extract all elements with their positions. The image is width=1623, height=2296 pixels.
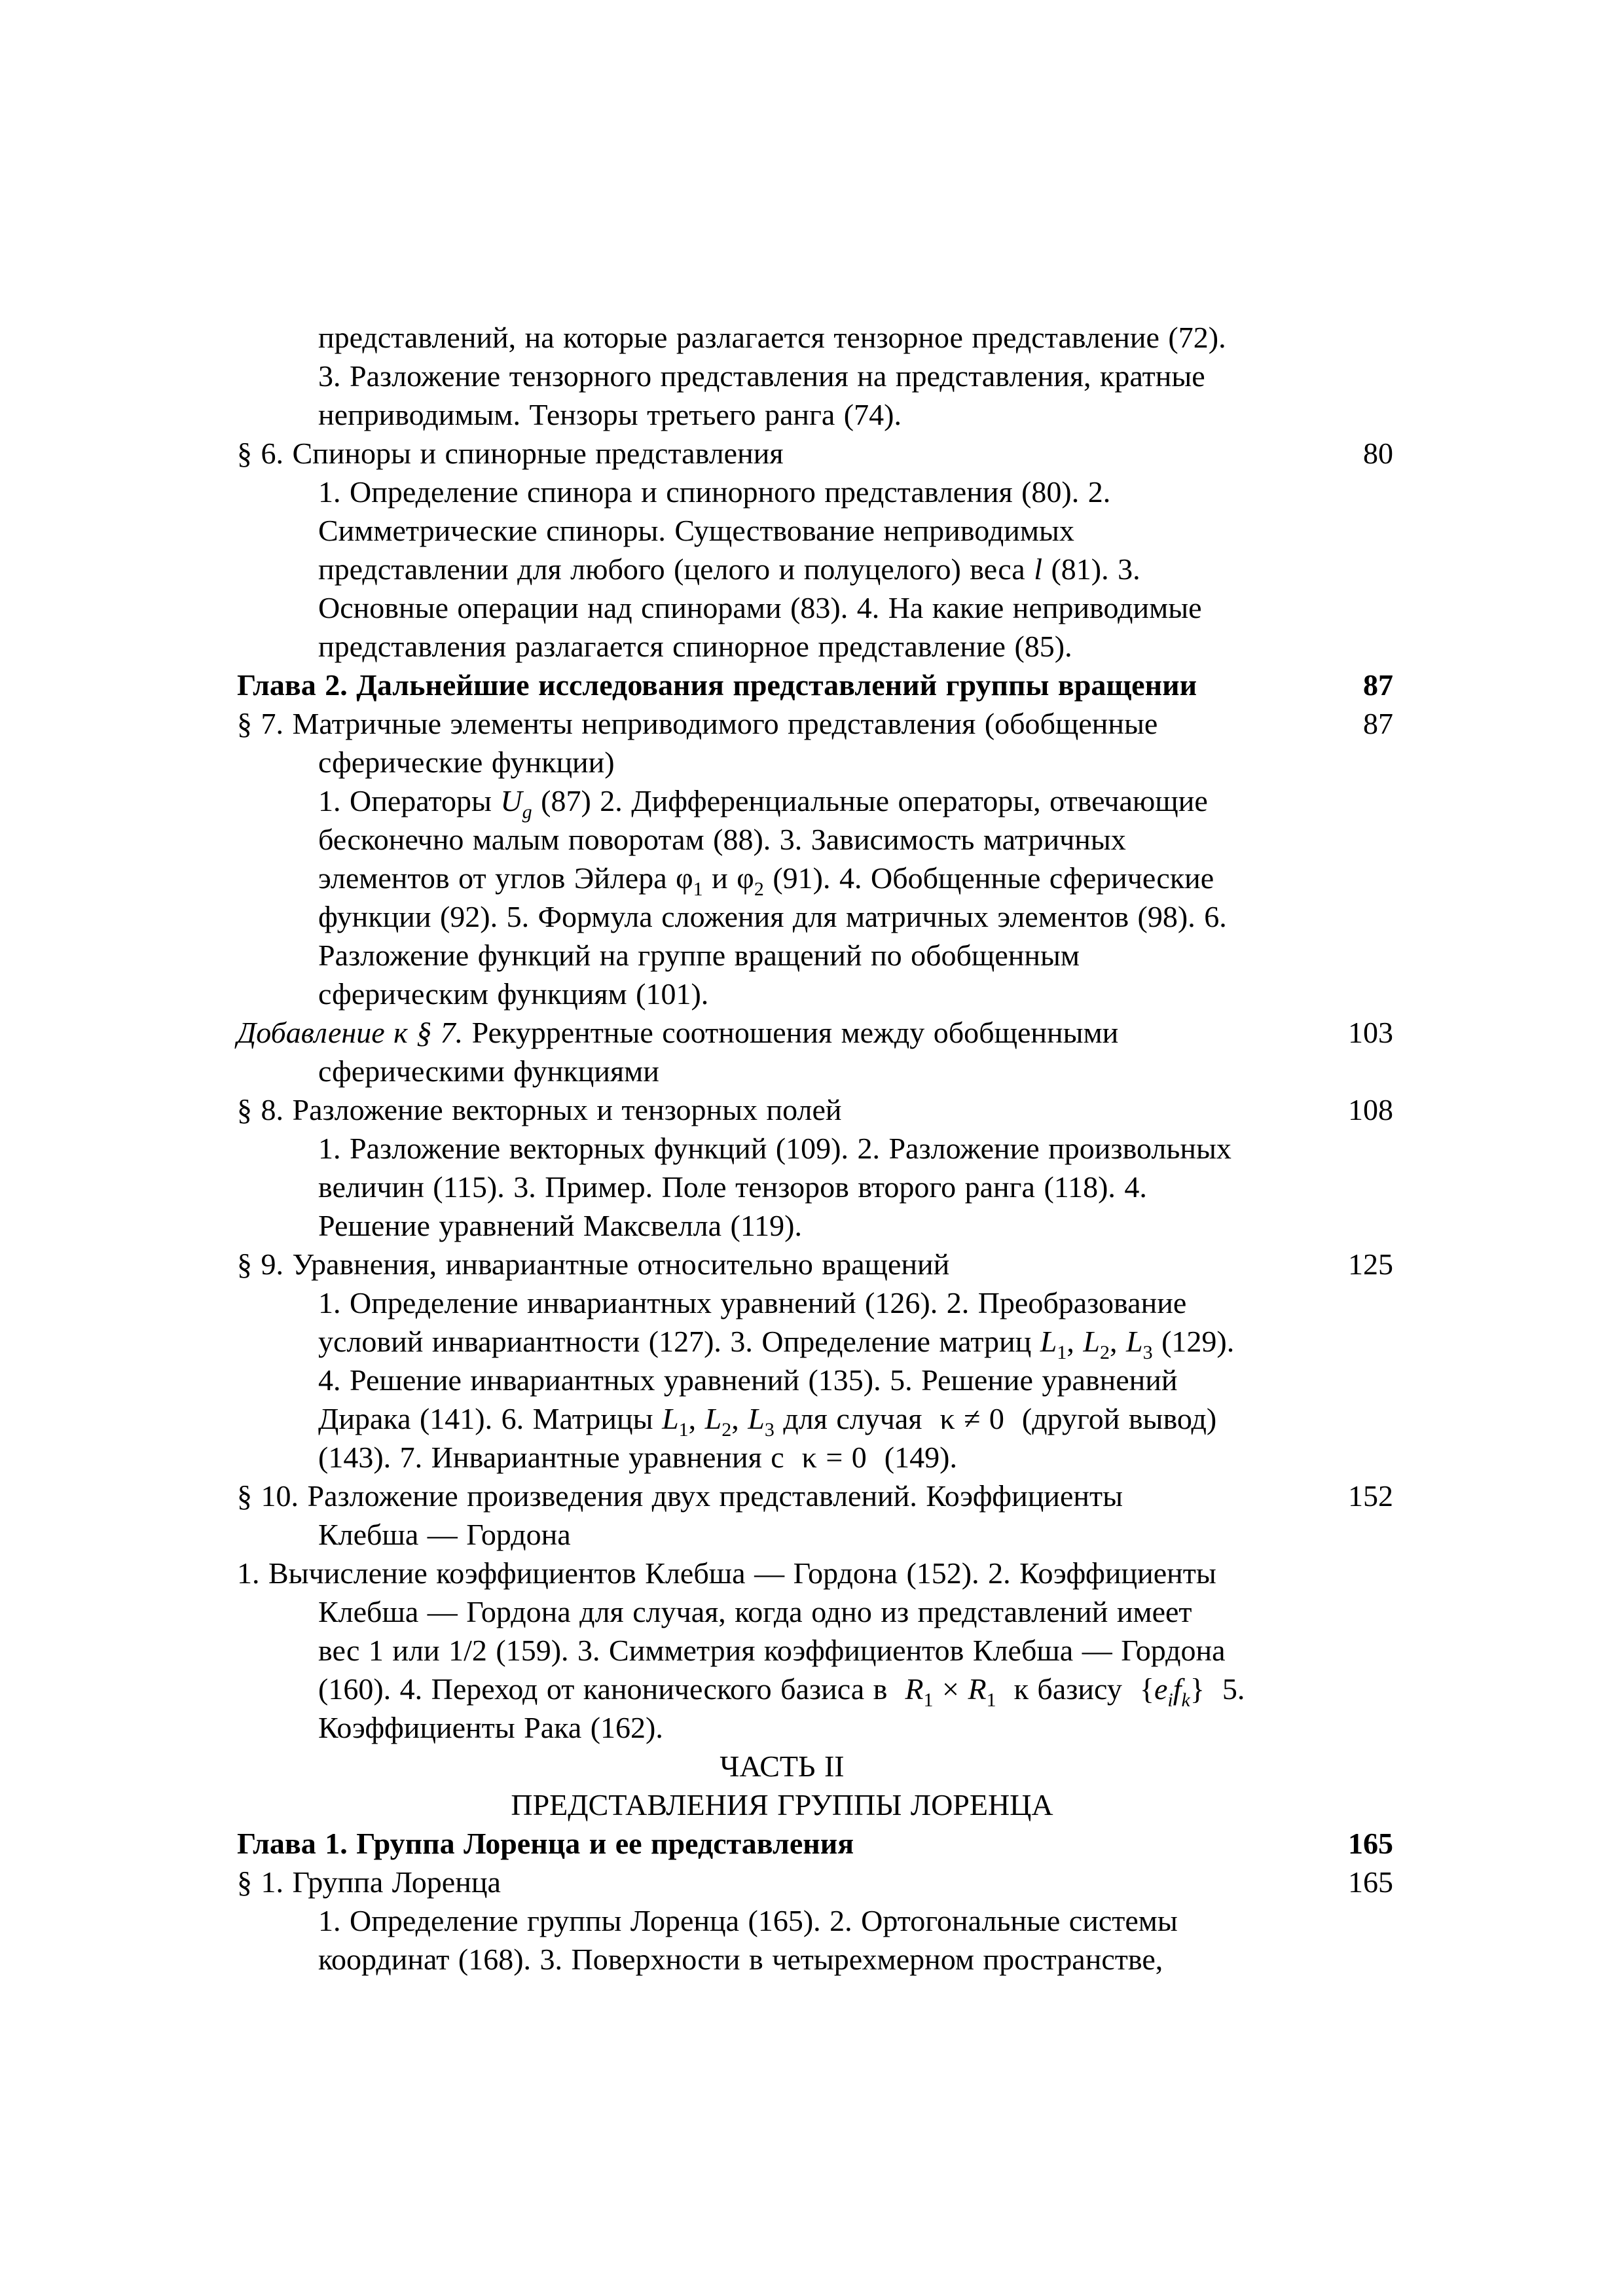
text-segment: 1. Вычисление коэффициентов Клебша — Гордона (152). 2. Коэффициенты [237, 1556, 1216, 1590]
text-segment: представлений, на которые разлагается тензорное представление (72). [318, 321, 1226, 354]
toc-subentry-line [237, 1515, 1393, 1554]
toc-subentry-line [237, 1052, 1393, 1090]
text-segment: Глава 1. Группа Лоренца и ее представления [237, 1827, 854, 1860]
toc-chapter-entry [237, 1824, 1393, 1863]
toc-line-text [237, 1093, 842, 1126]
toc-line-text [237, 1631, 1226, 1670]
toc-line-text [237, 1206, 802, 1245]
text-segment: § 6. Спиноры и спинорные представления [237, 437, 784, 470]
text-segment: условий инвариантности (127). 3. Определение матриц [318, 1325, 1040, 1358]
toc-subentry-line [237, 820, 1393, 859]
italic-segment: L [704, 1402, 722, 1435]
toc-subentry-line [237, 1592, 1393, 1631]
text-segment: 1. Определение инвариантных уравнений (126). 2. Преобразование [318, 1286, 1187, 1319]
text-segment: § 7. Матричные элементы неприводимого представления (обобщенные [237, 707, 1158, 740]
toc-line-text [237, 897, 1227, 936]
toc-line-text [237, 1901, 1178, 1940]
text-segment: Клебша — Гордона для случая, когда одно из представлений имеет [318, 1595, 1192, 1628]
italic-segment: l [1034, 552, 1042, 586]
toc-subentry-line [237, 1129, 1393, 1168]
toc-subentry-line [237, 975, 1393, 1013]
page-number: 108 [1348, 1093, 1393, 1126]
toc-content [237, 318, 1393, 1979]
text-segment: Решение уравнений Максвелла (119). [318, 1209, 802, 1242]
text-segment: ПРЕДСТАВЛЕНИЯ ГРУППЫ ЛОРЕНЦА [511, 1788, 1053, 1821]
toc-subentry-line [237, 357, 1393, 395]
text-segment: величин (115). 3. Пример. Поле тензоров второго ранга (118). 4. [318, 1170, 1147, 1204]
subscript-segment: 1 [693, 878, 703, 900]
toc-subentry-line [237, 859, 1393, 900]
page-number: 103 [1348, 1016, 1393, 1049]
subscript-segment: 1 [678, 1419, 689, 1441]
toc-line-text [237, 588, 1202, 627]
text-segment: представления разлагается спинорное представление (85). [318, 630, 1072, 663]
toc-line-text [237, 975, 708, 1013]
subscript-segment: 3 [1142, 1342, 1153, 1363]
italic-segment: f [1173, 1672, 1182, 1706]
toc-line-text [237, 743, 615, 781]
toc-section-entry [237, 1863, 1393, 1901]
text-segment: представлении для любого (целого и полуцелого) веса [318, 552, 1034, 586]
toc-line-text [237, 1129, 1231, 1168]
text-segment: , [731, 1402, 748, 1435]
toc-line-text [237, 1438, 957, 1477]
page-number: 165 [1348, 1827, 1393, 1860]
toc-line-text [237, 936, 1080, 975]
page-number: 80 [1363, 437, 1393, 470]
toc-line-text [237, 1322, 1234, 1361]
toc-line-text [720, 1749, 844, 1783]
text-segment: × [933, 1672, 968, 1706]
toc-subentry-line [237, 897, 1393, 936]
text-segment: Разложение функций на группе вращений по обобщенным [318, 939, 1080, 972]
toc-line-text [237, 820, 1126, 859]
italic-segment: L [748, 1402, 765, 1435]
toc-subentry-line [237, 1206, 1393, 1245]
text-segment: сферические функции) [318, 745, 615, 779]
toc-line-text [237, 1556, 1216, 1590]
page-number: 152 [1348, 1479, 1393, 1513]
toc-subentry-line [237, 743, 1393, 781]
text-segment: Клебша — Гордона [318, 1518, 571, 1551]
text-segment: (160). 4. Переход от канонического базиса в [318, 1672, 905, 1706]
text-segment: (91). 4. Обобщенные сферические [763, 861, 1214, 895]
toc-section-entry [237, 434, 1393, 473]
text-segment: § 9. Уравнения, инвариантные относительно вращений [237, 1247, 950, 1281]
toc-subentry-line [237, 318, 1393, 357]
text-segment: , [688, 1402, 705, 1435]
toc-subentry-line [237, 550, 1393, 588]
toc-subentry-line [237, 627, 1393, 666]
subscript-segment: 2 [1099, 1342, 1110, 1363]
page-number: 87 [1363, 707, 1393, 740]
toc-subentry-line [237, 1322, 1393, 1361]
subscript-segment: 1 [1057, 1342, 1067, 1363]
text-segment: 1. Определение группы Лоренца (165). 2. Ортогональные системы [318, 1904, 1178, 1937]
text-segment: 1. Определение спинора и спинорного представления (80). 2. [318, 475, 1111, 509]
toc-line-text [237, 707, 1158, 740]
text-segment: , [1067, 1325, 1084, 1358]
text-segment: ЧАСТЬ II [720, 1749, 845, 1783]
italic-segment: Добавление к § 7. [237, 1016, 464, 1049]
subscript-segment: 1 [986, 1689, 996, 1711]
toc-line-text [237, 627, 1072, 666]
toc-section-entry [237, 704, 1393, 743]
toc-line-text [237, 1361, 1178, 1399]
text-segment: , [1109, 1325, 1126, 1358]
text-segment: сферическими функциями [318, 1054, 659, 1088]
text-segment: координат (168). 3. Поверхности в четырехмерном пространстве, [318, 1943, 1163, 1976]
text-segment: § 1. Группа Лоренца [237, 1865, 501, 1899]
toc-line-text [237, 437, 783, 470]
text-segment: для случая κ ≠ 0 (другой вывод) [774, 1402, 1217, 1435]
toc-section-entry [237, 1090, 1393, 1129]
page-number: 165 [1348, 1865, 1393, 1899]
toc-part-heading [237, 1747, 1327, 1785]
toc-line-text [237, 550, 1140, 588]
text-segment: Основные операции над спинорами (83). 4. На какие неприводимые [318, 591, 1202, 624]
toc-subentry-line [237, 781, 1393, 823]
italic-segment: L [1040, 1325, 1057, 1358]
toc-line-text [237, 668, 1197, 702]
subscript-segment: 2 [721, 1419, 732, 1441]
toc-subentry-line [237, 1940, 1393, 1979]
italic-segment: U [500, 784, 522, 817]
text-segment: к базису { [996, 1672, 1154, 1706]
toc-line-text [237, 1940, 1163, 1979]
text-segment: 1. Операторы [318, 784, 501, 817]
text-segment: Дирака (141). 6. Матрицы [318, 1402, 663, 1435]
text-segment: 3. Разложение тензорного представления на представления, кратные [318, 359, 1205, 393]
toc-subentry-line [237, 1168, 1393, 1206]
toc-subentry-line [237, 1631, 1393, 1670]
italic-segment: L [662, 1402, 679, 1435]
toc-line-text [237, 473, 1110, 511]
toc-line-text [237, 1515, 571, 1554]
toc-part-heading [237, 1785, 1327, 1824]
toc-subentry-line [237, 1438, 1393, 1477]
italic-segment: R [905, 1672, 924, 1706]
subscript-segment: 3 [764, 1419, 775, 1441]
text-segment: Симметрические спиноры. Существование неприводимых [318, 514, 1074, 547]
toc-line-text [237, 395, 902, 434]
italic-segment: R [968, 1672, 987, 1706]
toc-subentry-line [237, 1399, 1393, 1441]
italic-segment: L [1083, 1325, 1100, 1358]
toc-subentry-line [237, 1901, 1393, 1940]
text-segment: 4. Решение инвариантных уравнений (135). 5. Решение уравнений [318, 1363, 1178, 1397]
text-segment: Рекуррентные соотношения между обобщенными [463, 1016, 1119, 1049]
toc-line-text [237, 1708, 663, 1747]
toc-line-text [237, 1052, 659, 1090]
italic-segment: e [1154, 1672, 1168, 1706]
text-segment: вес 1 или 1/2 (159). 3. Симметрия коэффициентов Клебша — Гордона [318, 1634, 1226, 1667]
toc-line-text [237, 1479, 1123, 1513]
italic-subscript-segment: i [1167, 1689, 1173, 1711]
toc-subentry-line [237, 936, 1393, 975]
toc-subentry-line [237, 395, 1393, 434]
toc-subentry-line [237, 1670, 1393, 1711]
text-segment: элементов от углов Эйлера φ [318, 861, 693, 895]
text-segment: 1. Разложение векторных функций (109). 2. Разложение произвольных [318, 1132, 1231, 1165]
toc-line-text [237, 1399, 1217, 1441]
text-segment: Глава 2. Дальнейшие исследования представлений группы вращении [237, 668, 1197, 702]
toc-subentry-line [237, 1283, 1393, 1322]
toc-subentry-line [237, 1708, 1393, 1747]
text-segment: бесконечно малым поворотам (88). 3. Зависимость матричных [318, 823, 1126, 856]
page-number: 87 [1363, 668, 1393, 702]
text-segment: } 5. [1190, 1672, 1245, 1706]
toc-subentry-line [237, 1361, 1393, 1399]
text-segment: и φ [702, 861, 754, 895]
text-segment: § 8. Разложение векторных и тензорных полей [237, 1093, 842, 1126]
toc-section-entry [237, 1477, 1393, 1515]
text-segment: (87) 2. Дифференциальные операторы, отвечающие [532, 784, 1208, 817]
toc-subentry-line [237, 473, 1393, 511]
toc-line-text [237, 511, 1074, 550]
toc-line-text [237, 1592, 1192, 1631]
page-number: 125 [1348, 1247, 1393, 1281]
toc-line-text [237, 357, 1205, 395]
toc-line-text [237, 318, 1226, 357]
toc-subentry-line [237, 511, 1393, 550]
text-segment: (129). [1152, 1325, 1235, 1358]
toc-subentry-line [237, 588, 1393, 627]
italic-subscript-segment: g [522, 801, 532, 823]
toc-chapter-entry [237, 666, 1393, 704]
toc-section-entry [237, 1245, 1393, 1283]
subscript-segment: 2 [754, 878, 764, 900]
toc-line-text [237, 781, 1208, 823]
text-segment: § 10. Разложение произведения двух представлений. Коэффициенты [237, 1479, 1123, 1513]
text-segment: функции (92). 5. Формула сложения для матричных элементов (98). 6. [318, 900, 1227, 933]
subscript-segment: 1 [923, 1689, 934, 1711]
toc-line-text [237, 1827, 854, 1860]
toc-line-text [237, 1016, 1118, 1049]
toc-line-text [237, 1168, 1147, 1206]
toc-line-text [237, 859, 1214, 900]
text-segment: Коэффициенты Рака (162). [318, 1711, 663, 1744]
italic-segment: L [1125, 1325, 1143, 1358]
italic-subscript-segment: k [1181, 1689, 1190, 1711]
toc-subentry-line [237, 1554, 1393, 1592]
toc-line-text [237, 1865, 501, 1899]
text-segment: сферическим функциям (101). [318, 977, 709, 1011]
text-segment: (143). 7. Инвариантные уравнения с κ = 0 (149). [318, 1441, 957, 1474]
toc-section-entry [237, 1013, 1393, 1052]
toc-line-text [511, 1788, 1053, 1821]
text-segment: неприводимым. Тензоры третьего ранга (74). [318, 398, 902, 431]
text-segment: (81). 3. [1042, 552, 1140, 586]
toc-line-text [237, 1670, 1245, 1711]
toc-line-text [237, 1283, 1186, 1322]
toc-line-text [237, 1247, 949, 1281]
